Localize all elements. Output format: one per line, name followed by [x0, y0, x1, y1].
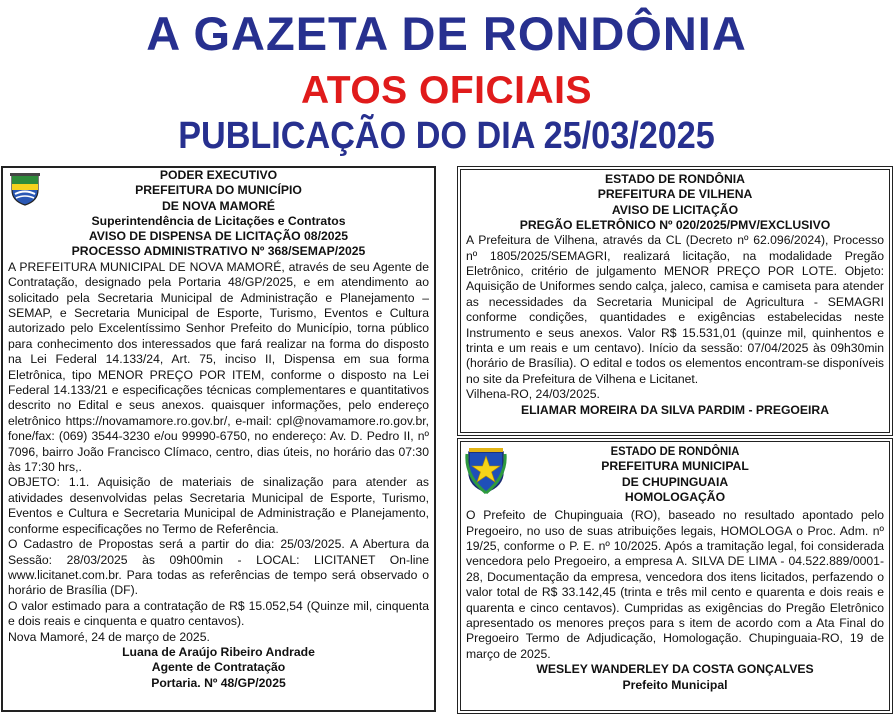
body-paragraph: O Cadastro de Propostas será a partir do dia: 25/03/2025. A Abertura da Sessão: 28/03/2025 às 09h00min - LOCAL: LICITANET On-line www.licitanet.com.br. Para todas as referências de tempo será observado o horário de Brasília (DF).: [8, 537, 429, 598]
body-paragraph: Nova Mamoré, 24 de março de 2025.: [8, 629, 210, 644]
notice-header-line: DE CHUPINGUAIA: [621, 474, 729, 489]
notice-nova-mamore: [1, 166, 436, 712]
notice-header-line: ESTADO DE RONDÔNIA: [610, 444, 740, 458]
publication-date-line: PUBLICAÇÃO DO DIA 25/03/2025: [178, 115, 715, 157]
notice-header-line: Superintendência de Licitações e Contratos: [91, 213, 346, 228]
notice-header-line: AVISO DE DISPENSA DE LICITAÇÃO 08/2025: [88, 229, 349, 244]
notice-header-line: ESTADO DE RONDÔNIA: [605, 172, 745, 186]
notice-header-line: PREFEITURA DE VILHENA: [597, 187, 753, 202]
signer-name: WESLEY WANDERLEY DA COSTA GONÇALVES: [536, 662, 814, 677]
body-paragraph: A Prefeitura de Vilhena, através da CL (Decreto nº 62.096/2024), Processo nº 1805/2025/SEMAGRI, realizará licitação, na modalidade Pregão Eletrônico, critério de julgamento MENOR PREÇO POR LOTE. Objeto: Aquisição de Uniformes sendo calça, jaleco, camisa e camiseta para atender as necessidades da Secretaria Municipal de Agricultura - SEMAGRI conforme condições, quantidades e exigências estabelecidas neste Instrumento e seus anexos. Valor R$ 15.531,01 (quinze mil, quinhentos e trinta e um reais e um centavo). Início da sessão: 07/04/2025 às 09h30min (horário de Brasília). O edital e todos os elementos encontram-se disponíveis no site da Prefeitura de Vilhena e Licitanet.: [466, 233, 884, 386]
body-paragraph: O Prefeito de Chupinguaia (RO), baseado no resultado apontado pelo Pregoeiro, no uso de suas atribuições legais, HOMOLOGA o Proc. Adm. nº 19/25, conforme o P. E. nº 10/2025. Após a tramitação legal, foi considerada vencedora pelo Pregoeiro, a empresa A. SILVA DE LIMA - 04.522.889/0001-28, Documentação da empresa, vencedora dos itens licitados, perfazendo o valor total de R$ 33.142,45 (trinta e três mil cento e quarenta e dois reais e quarenta e cinco centavos). Cumpridas as exigências do Pregão Eletrônico apresentado os menores preços para s item de acordo com a Ata Final do Pregoeiro Termo de Adjudicação, Homologação. Chupinguaia-RO, 19 de março de 2025.: [466, 508, 884, 661]
signer-ordinance: Portaria. Nº 48/GP/2025: [151, 675, 286, 690]
body-paragraph: O valor estimado para a contratação de R$ 15.052,54 (Quinze mil, cinquenta e dois reais e cinquenta e quatro centavos).: [8, 598, 429, 629]
signer-role: Prefeito Municipal: [622, 677, 728, 692]
body-paragraph: OBJETO: 1.1. Aquisição de materiais de sinalização para atender as atividades desenvolvidas pelas Secretaria Municipal de Esporte, Turismo, Eventos e Cultura e Secretaria Municipal de Administração e Planejamento, conforme especificações no Termo de Referência.: [8, 475, 429, 536]
body-paragraph: A PREFEITURA MUNICIPAL DE NOVA MAMORÉ, através de seu Agente de Contratação, designado pela Portaria 48/GP/2025, e em atendimento ao solicitado pela Secretaria Municipal de Administração e Planejamento – SEMAP, e Secretaria Municipal de Esporte, Turismo, Eventos e Cultura autorizado pelo Excelentíssimo Senhor Prefeito do Município, torna público para conhecimento dos interessados que fará realizar na forma do disposto na Lei Federal 14.133/24, Art. 75, inciso II, Dispensa em sua forma Eletrônica, tipo MENOR PREÇO POR ITEM, conforme o disposto na Lei Federal 14.133/21 e especificações técnicas complementares e quantitativos descrito no Edital e seus anexos. quaisquer informações, pelo endereço eletrônico https://novamamore.ro.gov.br/, e-mail: cpl@novamamore.ro.gov.br, fone/fax: (069) 3544-3230 e/ou 99990-6750, no endereço: Av. D. Pedro II, nº 7096, bairro João Francisco Clímaco, centro, dias úteis, no horário das 07:30 às 17:30 hrs,.: [8, 259, 429, 475]
signer-name: Luana de Araújo Ribeiro Andrade: [122, 644, 315, 659]
newspaper-title: A GAZETA DE RONDÔNIA: [146, 7, 747, 60]
notice-header-line: PREGÃO ELETRÔNICO Nº 020/2025/PMV/EXCLUSIVO: [519, 217, 831, 232]
body-paragraph: Vilhena-RO, 24/03/2025.: [466, 387, 600, 402]
notice-header-line: PODER EXECUTIVO: [159, 168, 278, 182]
signer-role: Agente de Contratação: [151, 660, 286, 675]
notice-vilhena: [460, 169, 890, 433]
notice-body: [466, 233, 884, 402]
section-subtitle: ATOS OFICIAIS: [300, 69, 593, 112]
signer-name: ELIAMAR MOREIRA DA SILVA PARDIM - PREGOEIRA: [520, 402, 830, 417]
notice-header-line: PREFEITURA DO MUNICÍPIO: [135, 183, 302, 198]
notice-body: [466, 508, 884, 662]
notice-chupinguaia: [460, 441, 890, 711]
notice-header-line: HOMOLOGAÇÃO: [624, 489, 726, 504]
notice-header-line: DE NOVA MAMORÉ: [161, 198, 276, 213]
notice-header-line: AVISO DE LICITAÇÃO: [611, 202, 739, 217]
notice-body: [8, 260, 429, 645]
municipal-crest-icon: [9, 172, 41, 206]
notice-header-line: PROCESSO ADMINISTRATIVO Nº 368/SEMAP/2025: [71, 244, 366, 259]
notice-header-line: PREFEITURA MUNICIPAL: [601, 459, 749, 474]
